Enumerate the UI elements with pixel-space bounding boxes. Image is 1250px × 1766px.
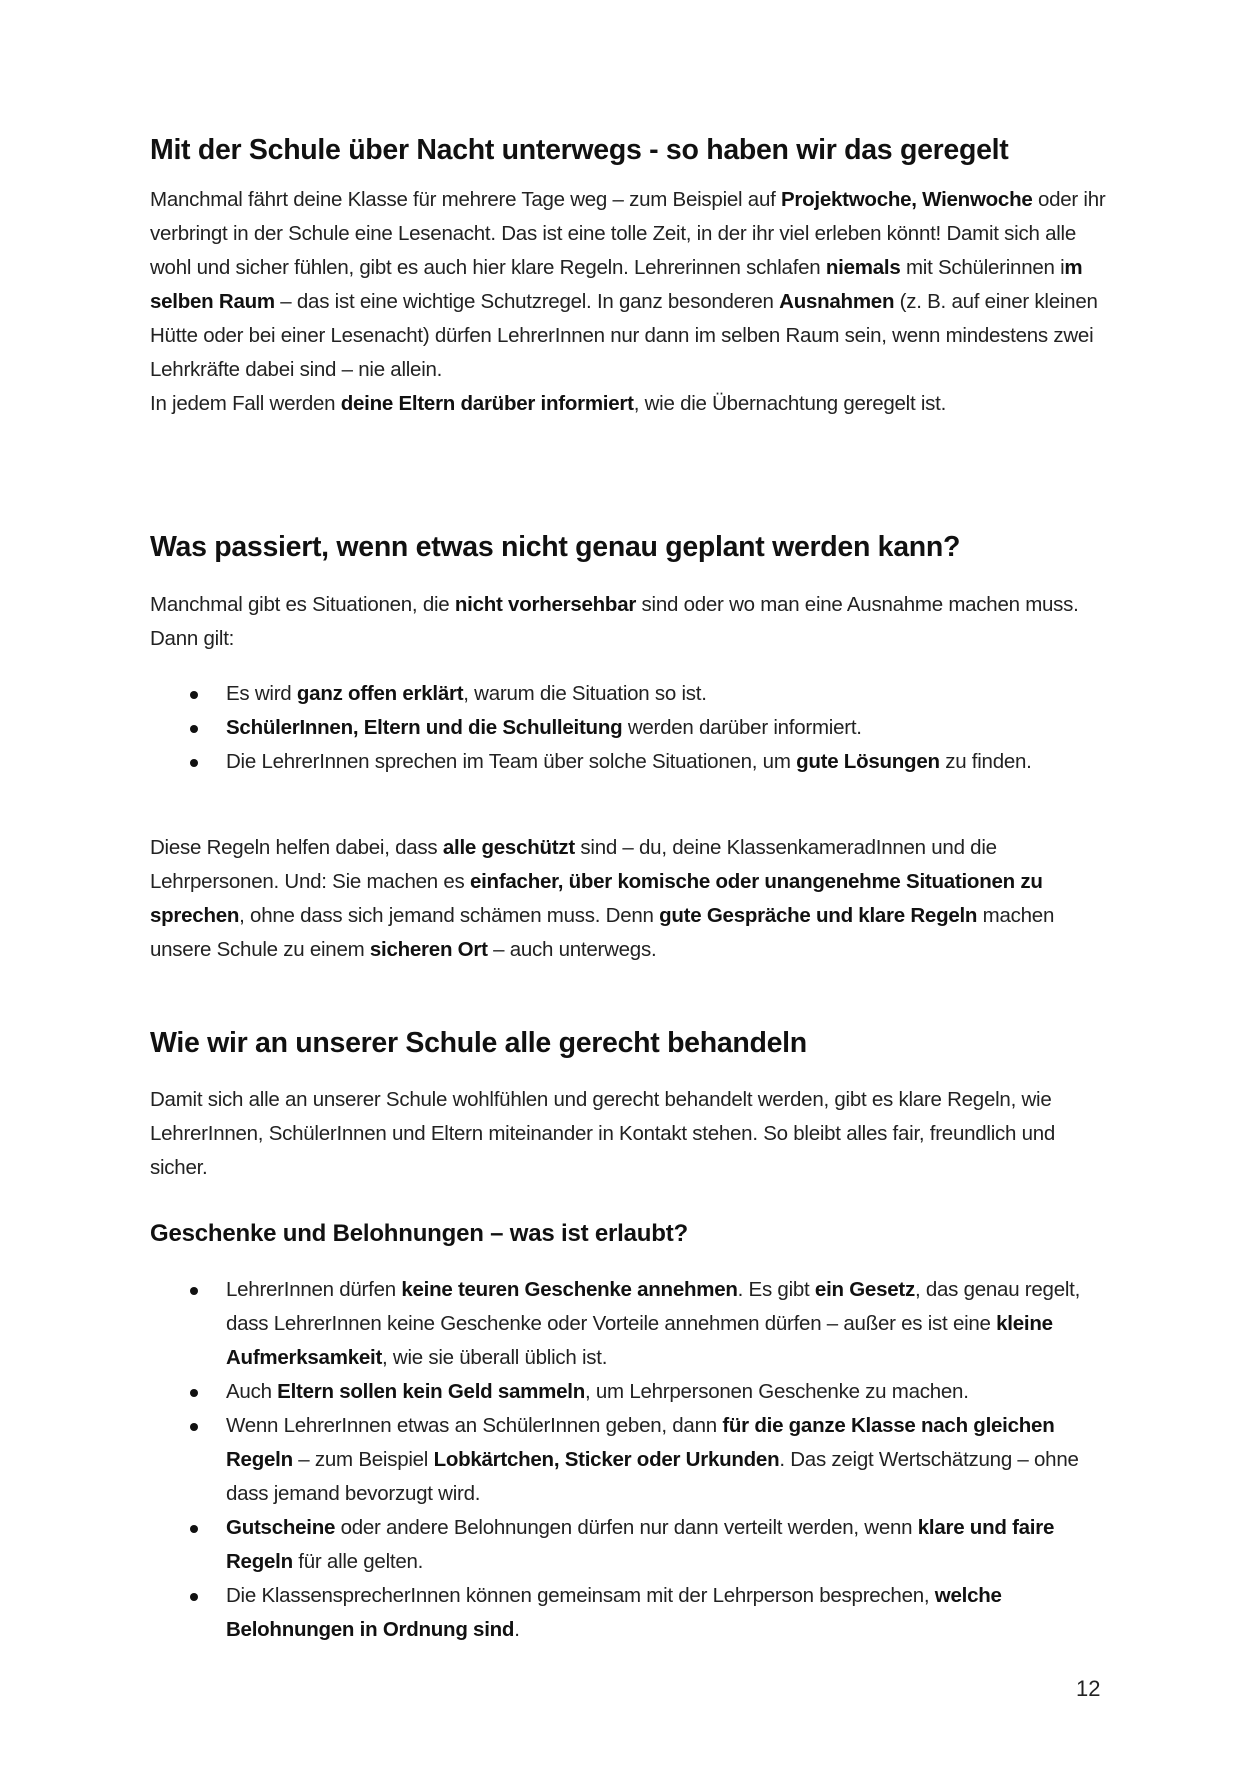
paragraph [150,183,1110,387]
bold-text: welche Belohnungen in Ordnung sind [226,1584,1002,1641]
bold-text: gute Lösungen [796,750,940,773]
text: . [514,1618,520,1641]
list-item [150,1273,1110,1375]
text: sind oder wo man eine Ausnahme machen muss. Dann gilt: [150,593,1079,650]
paragraph [150,588,1110,656]
text: Manchmal fährt deine Klasse für mehrere Tage weg – zum Beispiel auf [150,188,781,211]
paragraph [150,831,1110,967]
section-unplanned [150,527,1110,567]
section-overnight [150,130,1110,170]
bold-text: ganz offen erklärt [296,682,464,705]
text: , um Lehrpersonen Geschenke zu machen. [585,1380,969,1403]
list-item [150,1579,1110,1647]
text: zu finden. [939,750,1032,773]
bullet-icon [190,691,198,699]
bold-text: SchülerInnen, Eltern und die Schulleitung [226,716,623,739]
bullet-icon [190,1593,198,1601]
text: , das genau regelt, dass LehrerInnen keine Geschenke oder Vorteile annehmen dürfen – außer es ist eine [226,1278,1081,1335]
text: für alle gelten. [292,1550,424,1573]
section-fairness-intro [150,1083,1110,1185]
bold-text: Projektwoche, Wienwoche [780,188,1033,211]
text: Wenn LehrerInnen etwas an SchülerInnen geben, dann [226,1414,723,1437]
bold-text: gute Gespräche und klare Regeln [659,904,978,927]
bold-text: ein Gesetz [814,1278,915,1301]
bold-text: alle geschützt [442,836,575,859]
text: Auch [226,1380,278,1403]
bold-text: m selben Raum [150,256,1083,313]
bullet-icon [190,1389,198,1397]
bold-text: kleine Aufmerksamkeit [226,1312,1053,1369]
text: . Das zeigt Wertschätzung – ohne dass jemand bevorzugt wird. [226,1448,1079,1505]
page-number: 12 [1076,1676,1101,1701]
list-item [150,745,1110,779]
text: Damit sich alle an unserer Schule wohlfühlen und gerecht behandelt werden, gibt es klare Regeln, wie LehrerInnen, SchülerInnen und Eltern miteinander in Kontakt stehen. So bleibt alles fair, freundlich und sicher. [150,1088,1056,1179]
bold-text: nicht vorhersehbar [454,593,637,616]
bold-text: einfacher, über komische oder unangenehme Situationen zu sprechen [150,870,1043,927]
text: In jedem Fall werden [150,392,341,415]
list-item [150,1511,1110,1579]
bullet-list [150,1273,1110,1647]
text: LehrerInnen dürfen [226,1278,402,1301]
bullet-icon [190,725,198,733]
list-item [150,677,1110,711]
text: machen unsere Schule zu einem [150,904,1055,961]
paragraph [150,1083,1110,1185]
section-overnight-body [150,183,1110,421]
text: Es wird [226,682,297,705]
list-item [150,1409,1110,1511]
text: oder ihr verbringt in der Schule eine Lesenacht. Das ist eine tolle Zeit, in der ihr viel erleben könnt! Damit sich alle wohl und sicher fühlen, gibt es auch hier klare Regeln. Lehrerinnen schlafen [150,188,1106,279]
section-heading: Mit der Schule über Nacht unterwegs - so haben wir das geregelt [150,134,1009,166]
text: (z. B. auf einer kleinen Hütte oder bei einer Lesenacht) dürfen LehrerInnen nur dann im selben Raum sein, wenn mindestens zwei Lehrkräfte dabei sind – nie allein. [150,290,1098,381]
text: – das ist eine wichtige Schutzregel. In ganz besonderen [274,290,780,313]
section-heading: Was passiert, wenn etwas nicht genau geplant werden kann? [150,531,961,563]
bold-text: klare und faire Regeln [226,1516,1055,1573]
text: , warum die Situation so ist. [463,682,707,705]
bold-text: Lobkärtchen, Sticker oder Urkunden [433,1448,780,1471]
text: Manchmal gibt es Situationen, die [150,593,455,616]
section-unplanned-closing [150,831,1110,967]
bold-text: keine teuren Geschenke annehmen [401,1278,738,1301]
bold-text: Eltern sollen kein Geld sammeln [277,1380,585,1403]
text: – auch unterwegs. [487,938,657,961]
bold-text: für die ganze Klasse nach gleichen Regeln [226,1414,1055,1471]
bullet-icon [190,1287,198,1295]
text: , wie sie überall üblich ist. [382,1346,608,1369]
text: Die KlassensprecherInnen können gemeinsam mit der Lehrperson besprechen, [226,1584,935,1607]
bullet-list [150,677,1110,779]
section-fairness [150,1023,1110,1063]
list-item [150,711,1110,745]
text: , ohne dass sich jemand schämen muss. Denn [239,904,660,927]
text: , wie die Übernachtung geregelt ist. [633,392,947,415]
subsection-heading: Geschenke und Belohnungen – was ist erlaubt? [150,1220,688,1247]
text: mit Schülerinnen i [900,256,1065,279]
text: oder andere Belohnungen dürfen nur dann verteilt werden, wenn [335,1516,918,1539]
bullet-icon [190,1525,198,1533]
text: werden darüber informiert. [622,716,862,739]
section-unplanned-list [150,677,1110,779]
text: . Es gibt [737,1278,815,1301]
paragraph [150,387,1110,421]
text: sind – du, deine KlassenkameradInnen und die Lehrpersonen. Und: Sie machen es [150,836,997,893]
text: – zum Beispiel [292,1448,434,1471]
bold-text: sicheren Ort [369,938,488,961]
section-unplanned-intro [150,588,1110,656]
section-gifts [150,1216,1110,1252]
bold-text: deine Eltern darüber informiert [340,392,634,415]
bullet-icon [190,1423,198,1431]
text: Diese Regeln helfen dabei, dass [150,836,443,859]
bullet-icon [190,759,198,767]
section-gifts-list [150,1273,1110,1647]
bold-text: niemals [825,256,901,279]
list-item [150,1375,1110,1409]
text: Die LehrerInnen sprechen im Team über solche Situationen, um [226,750,797,773]
section-heading: Wie wir an unserer Schule alle gerecht behandeln [150,1027,807,1059]
bold-text: Ausnahmen [779,290,895,313]
bold-text: Gutscheine [226,1516,336,1539]
